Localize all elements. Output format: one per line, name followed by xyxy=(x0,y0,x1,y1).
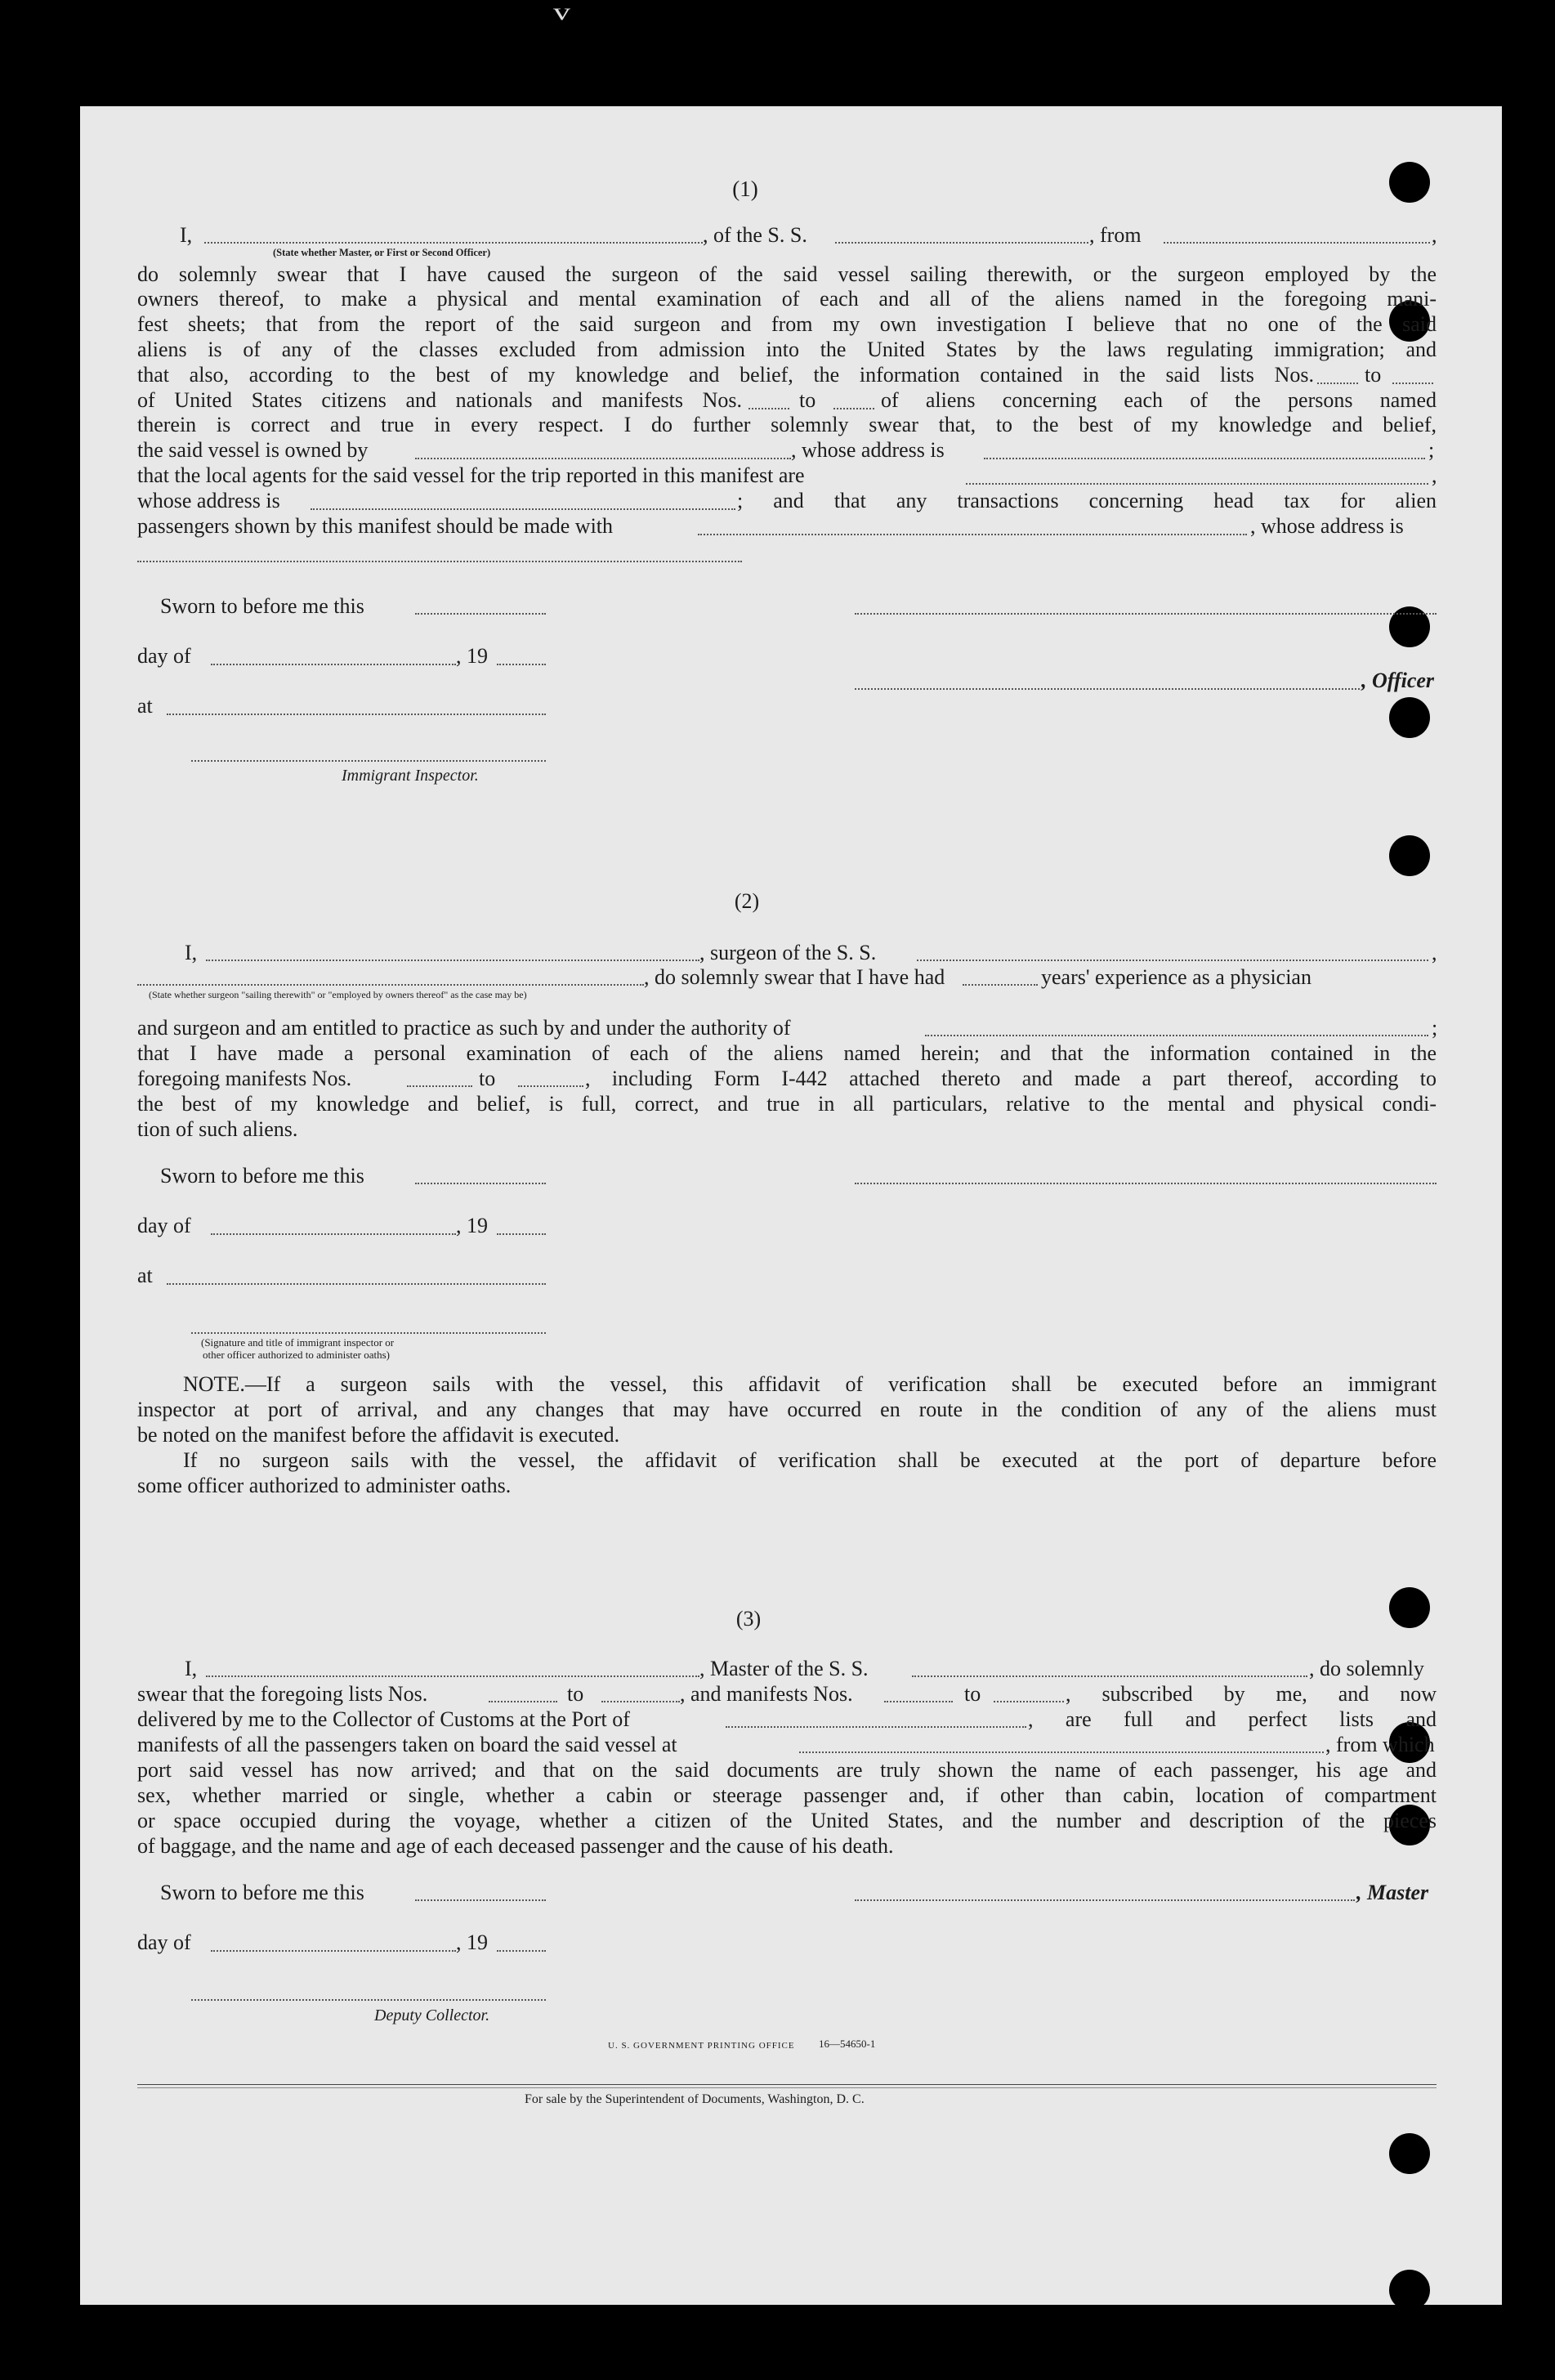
officer-name-field[interactable] xyxy=(855,688,1360,690)
owner-address-field[interactable] xyxy=(984,458,1425,459)
place-field[interactable] xyxy=(167,714,546,715)
manifest-from-field[interactable] xyxy=(407,1085,472,1087)
sworn-label: Sworn to before me this xyxy=(160,1164,364,1188)
day-of-label: day of xyxy=(137,1214,191,1237)
oath-text: manifests of all the passengers taken on board the said vessel at xyxy=(137,1733,677,1756)
punch-hole xyxy=(1389,835,1430,876)
form-number: 16—54650-1 xyxy=(819,2038,876,2050)
sworn-date-field[interactable] xyxy=(415,1183,546,1184)
port-from-field[interactable] xyxy=(1164,242,1430,244)
surgeon-signature-line[interactable] xyxy=(855,1183,1437,1184)
note-line: If no surgeon sails with the vessel, the affidavit of verification shall be executed at the port of departure before xyxy=(183,1448,1437,1472)
punch-hole xyxy=(1389,697,1430,738)
surgeon-name-field[interactable] xyxy=(206,960,699,961)
oath-text: whose address is xyxy=(137,489,280,512)
head-tax-party-field[interactable] xyxy=(698,534,1247,535)
oath-text: to xyxy=(1365,363,1382,387)
oath-text: , whose address is xyxy=(791,438,945,462)
oath-text: to xyxy=(479,1067,496,1090)
oath-text: of United States citizens and nationals and manifests Nos. xyxy=(137,388,742,412)
sale-note: For sale by the Superintendent of Documents, Washington, D. C. xyxy=(525,2092,865,2106)
punch-hole xyxy=(1389,162,1430,203)
manifest-to-field[interactable] xyxy=(518,1085,583,1087)
oath-text: ; xyxy=(1428,438,1435,462)
oath-text: , including Form I-442 attached thereto and made a part thereof, according to xyxy=(585,1067,1437,1090)
oath-text: , xyxy=(1432,463,1437,487)
port-of-arrival-field[interactable] xyxy=(726,1726,1026,1728)
port-of-embarkation-field[interactable] xyxy=(799,1751,1324,1753)
inspector-signature-line[interactable] xyxy=(191,760,546,762)
sworn-date-field[interactable] xyxy=(415,1899,546,1901)
punch-hole xyxy=(1389,1587,1430,1628)
oath-body-line: of baggage, and the name and age of each deceased passenger and the cause of his death. xyxy=(137,1834,894,1858)
day-of-label: day of xyxy=(137,1930,191,1954)
top-tick-mark: v xyxy=(553,0,570,25)
head-tax-address-field[interactable] xyxy=(137,561,742,562)
oath-text: that also, according to the best of my knowledge and belief, the information contained in the said lists Nos. xyxy=(137,363,1314,387)
officer-label: , Officer xyxy=(1361,669,1435,692)
oath-body-line: aliens is of any of the classes excluded from admission into the United States by the laws regulating immigration; and xyxy=(137,338,1437,361)
punch-hole xyxy=(1389,2133,1430,2174)
section-heading: (2) xyxy=(734,889,760,913)
signature-instruction-note: other officer authorized to administer oaths) xyxy=(203,1349,390,1361)
oath-text: , of the S. S. xyxy=(703,223,807,247)
sworn-label: Sworn to before me this xyxy=(160,594,364,618)
list-to-field[interactable] xyxy=(1392,382,1433,384)
manifest-to-field[interactable] xyxy=(833,408,874,409)
oath-text: and surgeon and am entitled to practice as such by and under the authority of xyxy=(137,1016,791,1040)
sworn-date-field[interactable] xyxy=(415,613,546,615)
footer-rule xyxy=(137,2087,1437,2088)
at-label: at xyxy=(137,694,153,718)
oath-text: , subscribed by me, and now xyxy=(1066,1682,1437,1706)
local-agents-field[interactable] xyxy=(966,483,1428,485)
oath-text: years' experience as a physician xyxy=(1041,965,1311,989)
oath-text: , are full and perfect lists and xyxy=(1028,1707,1437,1731)
oath-text: , xyxy=(1432,941,1437,964)
oath-body-line: port said vessel has now arrived; and that on the said documents are truly shown the name of each passenger, his age and xyxy=(137,1758,1437,1782)
printing-office-label: U. S. GOVERNMENT PRINTING OFFICE xyxy=(608,2041,795,2051)
oath-text: passengers shown by this manifest should be made with xyxy=(137,514,614,538)
vessel-owner-field[interactable] xyxy=(415,458,791,459)
month-field[interactable] xyxy=(211,664,456,665)
place-field[interactable] xyxy=(167,1283,546,1285)
oath-text: the said vessel is owned by xyxy=(137,438,369,462)
year-field[interactable] xyxy=(497,1950,546,1952)
note-line: be noted on the manifest before the affidavit is executed. xyxy=(137,1423,620,1447)
oath-text: , from which xyxy=(1325,1733,1435,1756)
oath-text: that the local agents for the said vessel for the trip reported in this manifest are xyxy=(137,463,805,487)
oath-text: ; xyxy=(1432,1016,1438,1040)
officer-title-field[interactable] xyxy=(204,242,703,244)
master-signature-line[interactable] xyxy=(855,1899,1355,1901)
oath-body-line: tion of such aliens. xyxy=(137,1117,298,1141)
oath-text: ; and that any transactions concerning head tax for alien xyxy=(737,489,1437,512)
list-from-field[interactable] xyxy=(489,1701,557,1702)
master-label: , Master xyxy=(1356,1881,1429,1904)
oath-text: delivered by me to the Collector of Customs at the Port of xyxy=(137,1707,630,1731)
year-label: , 19 xyxy=(456,644,488,668)
vessel-name-field[interactable] xyxy=(912,1675,1307,1677)
oath-text: to xyxy=(799,388,816,412)
inspector-label: Immigrant Inspector. xyxy=(342,767,479,785)
oath-text: , and manifests Nos. xyxy=(680,1682,853,1706)
list-from-field[interactable] xyxy=(1317,382,1358,384)
year-field[interactable] xyxy=(497,1233,546,1235)
footer-rule xyxy=(137,2084,1437,2085)
oath-body-line: sex, whether married or single, whether a cabin or steerage passenger and, if other than cabin, location of compartment xyxy=(137,1783,1437,1807)
licensing-authority-field[interactable] xyxy=(925,1035,1428,1036)
oath-text: I, xyxy=(185,941,198,964)
oath-text: swear that the foregoing lists Nos. xyxy=(137,1682,428,1706)
oath-text: , do solemnly swear that I have had xyxy=(644,965,945,989)
manifest-from-field[interactable] xyxy=(884,1701,953,1702)
oath-text: to xyxy=(567,1682,584,1706)
day-of-label: day of xyxy=(137,644,191,668)
years-experience-field[interactable] xyxy=(963,984,1038,986)
note-line: inspector at port of arrival, and any changes that may have occurred en route in the condition of any of the aliens must xyxy=(137,1398,1437,1421)
note-line: some officer authorized to administer oaths. xyxy=(137,1474,512,1497)
month-field[interactable] xyxy=(211,1233,456,1235)
vessel-name-field[interactable] xyxy=(835,242,1088,244)
surgeon-instruction-note: (State whether surgeon "sailing therewith" or "employed by owners thereof" as the case may be) xyxy=(149,989,527,1000)
agents-address-field[interactable] xyxy=(311,508,735,510)
surgeon-status-field[interactable] xyxy=(137,984,644,986)
oath-body-line: the best of my knowledge and belief, is full, correct, and true in all particulars, relative to the mental and physical condi- xyxy=(137,1092,1437,1116)
master-name-field[interactable] xyxy=(206,1675,699,1677)
oath-text: , Master of the S. S. xyxy=(699,1657,869,1680)
oath-text: , xyxy=(1432,223,1437,247)
sworn-label: Sworn to before me this xyxy=(160,1881,364,1904)
oath-text: , surgeon of the S. S. xyxy=(699,941,877,964)
oath-body-line: owners thereof, to make a physical and mental examination of each and all of the aliens named in the foregoing mani- xyxy=(137,287,1437,311)
oath-body-line: fest sheets; that from the report of the said surgeon and from my own investigation I believe that no one of the said xyxy=(137,312,1437,336)
year-field[interactable] xyxy=(497,664,546,665)
oath-text: to xyxy=(964,1682,981,1706)
month-field[interactable] xyxy=(211,1950,456,1952)
oath-text: , whose address is xyxy=(1250,514,1404,538)
manifest-from-field[interactable] xyxy=(748,408,789,409)
manifest-page xyxy=(80,106,1502,2305)
oath-body-line: do solemnly swear that I have caused the surgeon of the said vessel sailing therewith, or the surgeon employed by the xyxy=(137,262,1437,286)
section-heading: (1) xyxy=(732,177,758,201)
signature-instruction-note: (Signature and title of immigrant inspector or xyxy=(201,1336,395,1349)
collector-label: Deputy Collector. xyxy=(374,2006,490,2024)
at-label: at xyxy=(137,1264,153,1287)
oath-text: , from xyxy=(1089,223,1142,247)
section-heading: (3) xyxy=(735,1607,762,1631)
manifest-to-field[interactable] xyxy=(994,1701,1064,1702)
oath-text: I, xyxy=(185,1657,198,1680)
list-to-field[interactable] xyxy=(601,1701,680,1702)
year-label: , 19 xyxy=(456,1930,488,1954)
inspector-signature-line[interactable] xyxy=(191,1332,546,1334)
year-label: , 19 xyxy=(456,1214,488,1237)
oath-text: of aliens concerning each of the persons named xyxy=(881,388,1437,412)
oath-text: I, xyxy=(180,223,193,247)
oath-body-line: that I have made a personal examination of each of the aliens named herein; and that the information contained in the xyxy=(137,1041,1437,1065)
oath-text: , do solemnly xyxy=(1309,1657,1424,1680)
officer-instruction-note: (State whether Master, or First or Second Officer) xyxy=(273,247,491,258)
note-line: NOTE.—If a surgeon sails with the vessel, this affidavit of verification shall be executed before an immigrant xyxy=(183,1372,1437,1396)
officer-signature-line[interactable] xyxy=(855,613,1437,615)
oath-body-line: or space occupied during the voyage, whether a citizen of the United States, and the number and description of the pieces xyxy=(137,1809,1437,1832)
collector-signature-line[interactable] xyxy=(191,1999,546,2001)
oath-body-line: therein is correct and true in every respect. I do further solemnly swear that, to the best of my knowledge and belief, xyxy=(137,413,1437,436)
oath-text: foregoing manifests Nos. xyxy=(137,1067,352,1090)
vessel-name-field[interactable] xyxy=(917,960,1428,961)
punch-hole xyxy=(1389,2270,1430,2311)
